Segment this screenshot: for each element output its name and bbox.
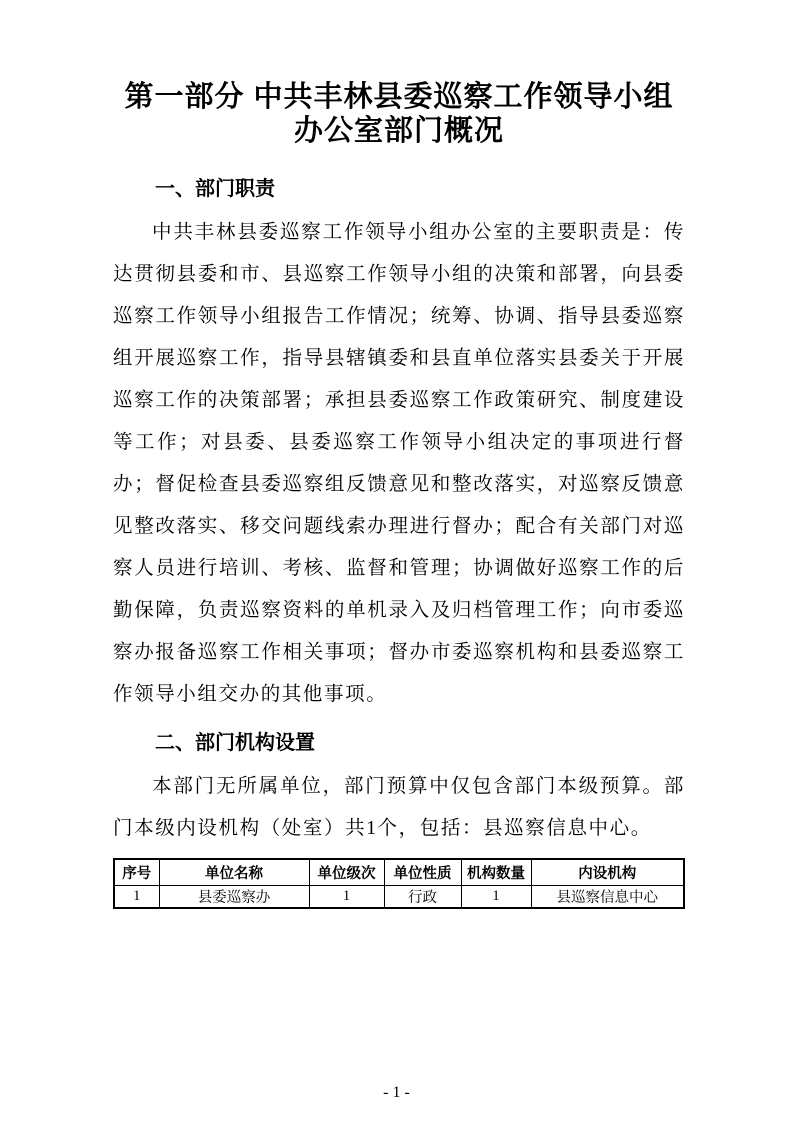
table-header-unit-name: 单位名称 [159, 859, 309, 885]
table-cell-org-count: 1 [461, 885, 531, 908]
table-cell-unit-type: 行政 [384, 885, 461, 908]
table-row [114, 885, 684, 908]
section-1-paragraph: 中共丰林县委巡察工作领导小组办公室的主要职责是：传达贯彻县委和市、县巡察工作领导小组的决策和部署，向县委巡察工作领导小组报告工作情况；统筹、协调、指导县委巡察组开展巡察工作，指导县辖镇委和县直单位落实县委关于开展巡察工作的决策部署；承担县委巡察工作政策研究、制度建设等工作；对县委、县委巡察工作领导小组决定的事项进行督办；督促检查县委巡察组反馈意见和整改落实，对巡察反馈意见整改落实、移交问题线索办理进行督办；配合有关部门对巡察人员进行培训、考核、监督和管理；协调做好巡察工作的后勤保障，负责巡察资料的单机录入及归档管理工作；向市委巡察办报备巡察工作相关事项；督办市委巡察机构和县委巡察工作领导小组交办的其他事项。 [113, 222, 685, 705]
table-header-unit-type: 单位性质 [384, 859, 461, 885]
section-2-heading: 二、部门机构设置 [155, 732, 315, 754]
section-1-heading: 一、部门职责 [155, 178, 275, 200]
table-header-serial-number: 序号 [114, 859, 159, 885]
table-cell-unit-name: 县委巡察办 [159, 885, 309, 908]
section-2-paragraph: 本部门无所属单位，部门预算中仅包含部门本级预算。部门本级内设机构（处室）共1个，包括：县巡察信息中心。 [113, 776, 685, 839]
table-header-unit-level: 单位级次 [309, 859, 384, 885]
table-header-org-count: 机构数量 [461, 859, 531, 885]
document-title-line2: 办公室部门概况 [293, 115, 504, 147]
document-title [113, 80, 685, 148]
table-cell-internal-orgs: 县巡察信息中心 [531, 885, 684, 908]
table-header-row [114, 859, 684, 885]
org-structure-table [113, 858, 685, 909]
table-header-internal-orgs: 内设机构 [531, 859, 684, 885]
page-number: - 1 - [383, 1084, 410, 1101]
table-cell-unit-level: 1 [309, 885, 384, 908]
document-title-line1: 第一部分 中共丰林县委巡察工作领导小组 [124, 81, 674, 113]
table-cell-serial-number: 1 [114, 885, 159, 908]
